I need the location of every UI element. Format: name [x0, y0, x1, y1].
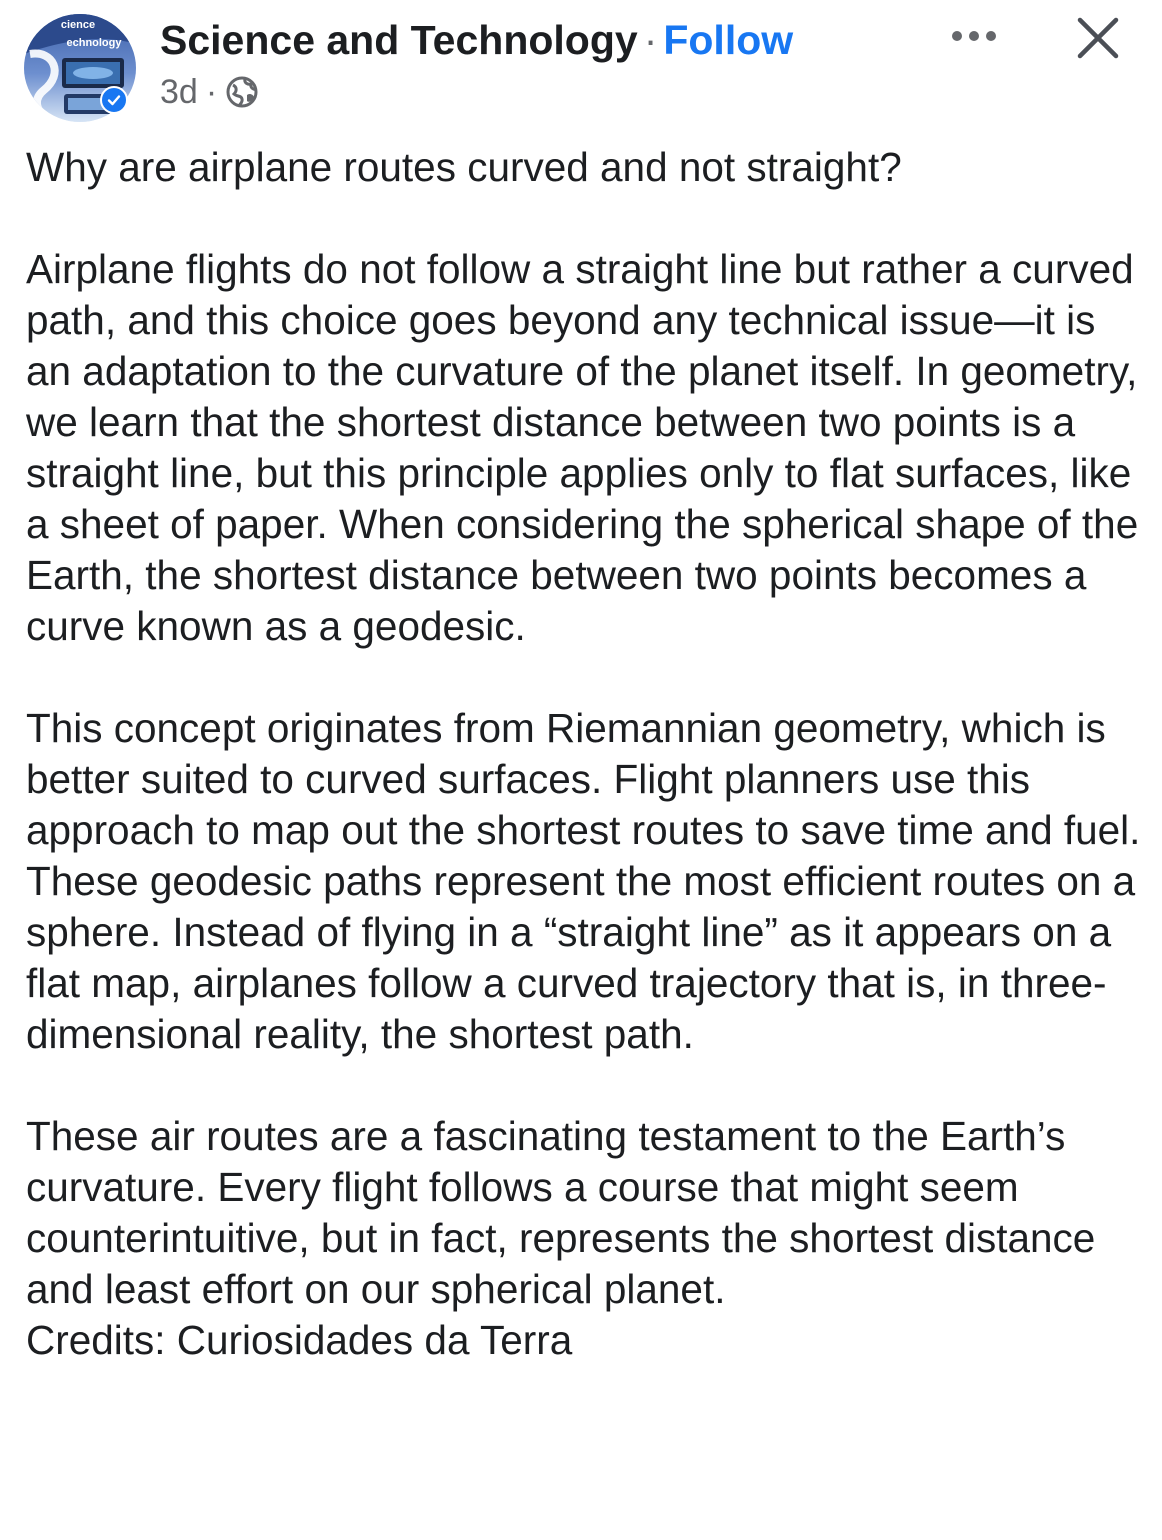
post-timestamp[interactable]: 3d	[160, 73, 198, 111]
globe-icon	[225, 75, 259, 109]
post-paragraph-question: Why are airplane routes curved and not straight?	[26, 144, 902, 190]
more-horizontal-icon	[949, 29, 999, 43]
post-text	[26, 142, 1146, 1366]
post-paragraph: This concept originates from Riemannian geometry, which is better suited to curved surfaces. Flight planners use this approach to map out the shortest routes to save time and fuel. These geodesic paths represent the most efficient routes on a sphere. Instead of flying in a “straight line” as it appears on a flat map, airplanes follow a curved trajectory that is, in three-dimensional reality, the shortest path.	[26, 705, 1141, 1057]
verified-badge-icon	[100, 86, 128, 114]
post-paragraph: Airplane flights do not follow a straight line but rather a curved path, and this choice goes beyond any technical issue—it is an adaptation to the curvature of the planet itself. In geometry, we learn that the shortest distance between two points is a straight line, but this principle applies only to flat surfaces, like a sheet of paper. When considering the spherical shape of the Earth, the shortest distance between two points becomes a curve known as a geodesic.	[26, 246, 1139, 649]
page-name-link[interactable]: Science and Technology	[160, 17, 638, 63]
follow-button[interactable]: Follow	[663, 17, 794, 63]
close-button[interactable]	[1068, 10, 1128, 66]
post-meta	[160, 72, 259, 112]
svg-text:cience: cience	[60, 19, 96, 31]
post-paragraph: These air routes are a fascinating testament to the Earth’s curvature. Every flight follows a course that might seem counterintuitive, but in fact, represents the shortest distance and least effort on our spherical planet.	[26, 1113, 1096, 1312]
close-icon	[1076, 16, 1120, 60]
post-credits: Credits: Curiosidades da Terra	[26, 1317, 573, 1363]
more-options-button[interactable]	[944, 16, 1004, 56]
post-header	[0, 0, 1162, 130]
svg-text:echnology: echnology	[66, 37, 122, 49]
page-title-line	[160, 16, 793, 64]
title-separator: ·	[643, 17, 658, 63]
meta-separator: ·	[205, 73, 218, 111]
